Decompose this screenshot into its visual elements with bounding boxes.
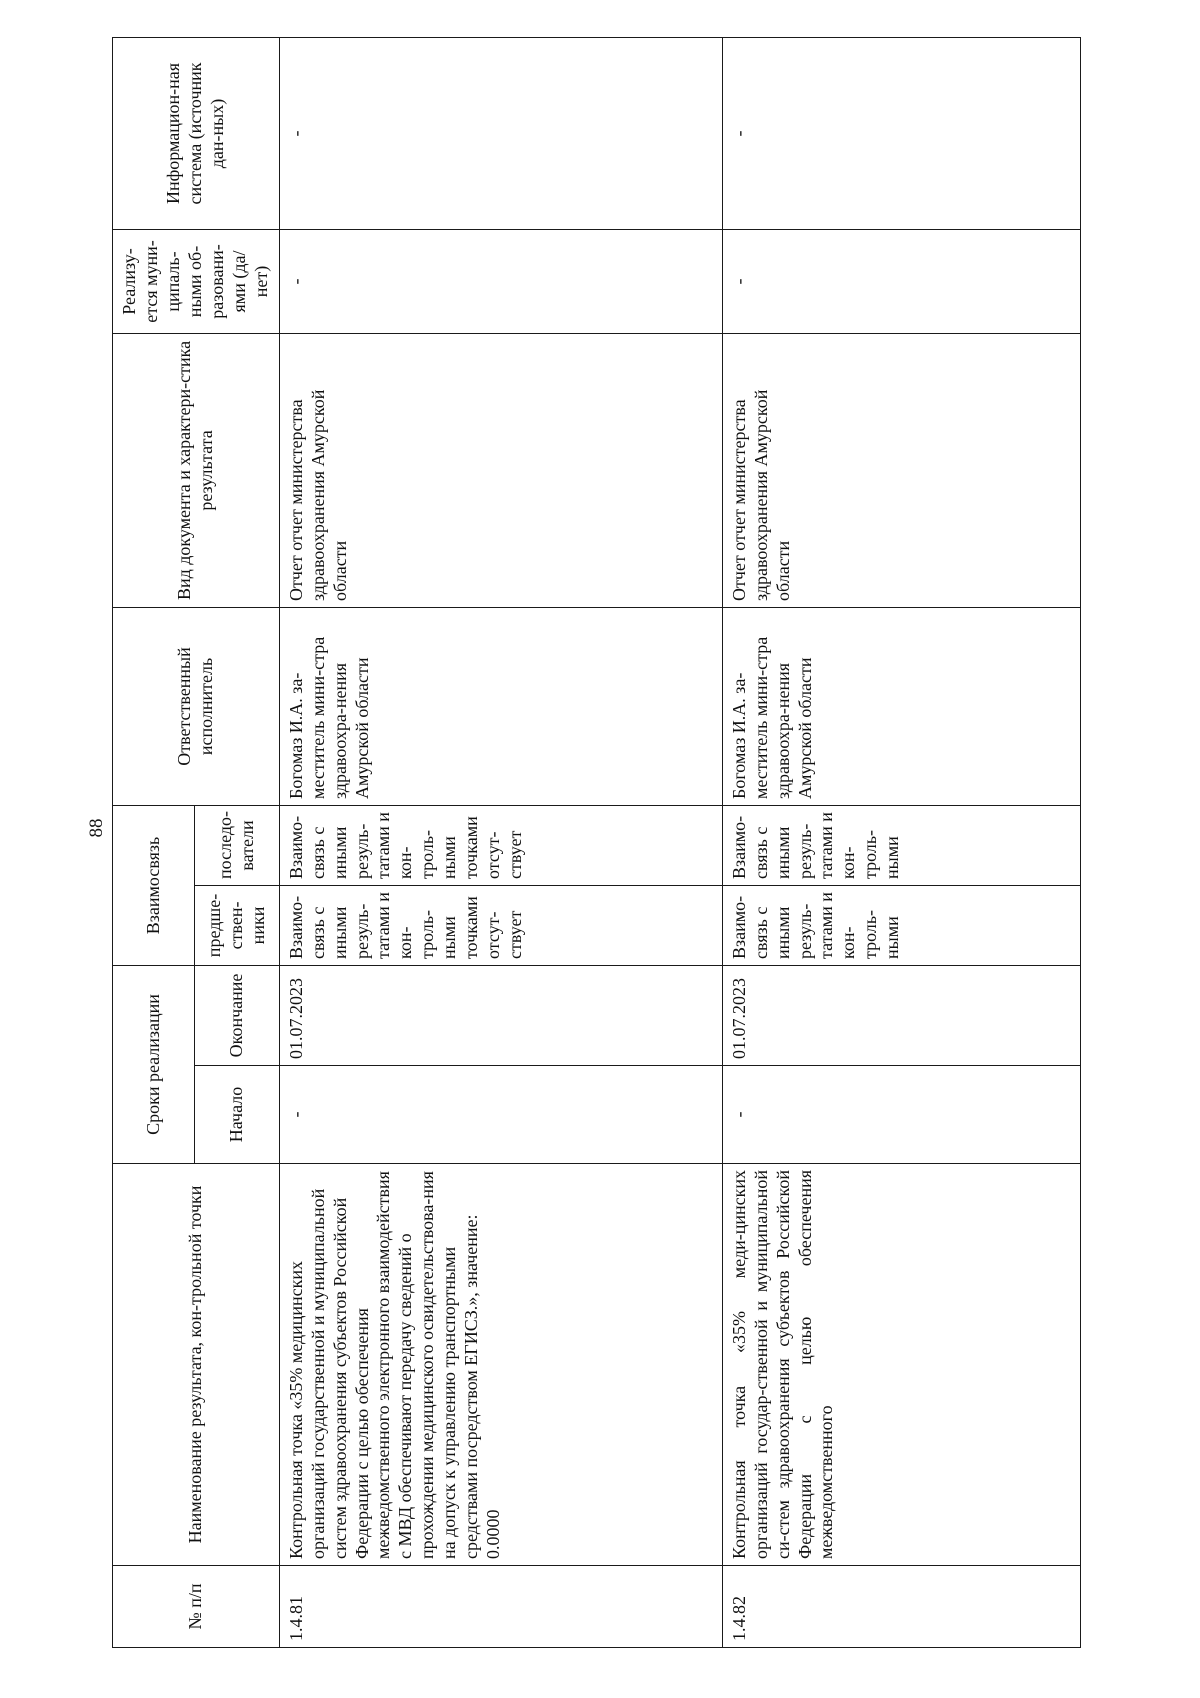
header-info-system: Информацион-ная система (источник дан-ных): [113, 37, 280, 229]
cell-predecessors: Взаимо-связь с иными резуль-татами и кон-троль-ными точками отсут-ствует: [279, 885, 722, 965]
cell-info-system: -: [279, 37, 722, 229]
header-name: Наименование результата, кон-трольной точки: [113, 1164, 280, 1566]
header-end: Окончание: [195, 965, 279, 1065]
cell-name: Контрольная точка «35% медицинских организаций государственной и муниципальной систем здравоохранения субъектов Российской Федерации с целью обеспечения межведомственного электронного взаимодействия с МВД обеспечивают передачу сведений о прохождении медицинского освидетельствова-ния на допуск к управлению транспортными средствами посредством ЕГИСЗ.», значение: 0.0000: [279, 1164, 722, 1566]
header-num: № п/п: [113, 1566, 280, 1648]
cell-info-system: -: [722, 37, 1080, 229]
cell-responsible: Богомаз И.А. за-меститель мини-стра здравоохра-нения Амурской области: [722, 607, 1080, 805]
cell-municipal: -: [722, 229, 1080, 333]
header-responsible: Ответственный исполнитель: [113, 607, 280, 805]
table-row: [722, 37, 1080, 1647]
table-row: [279, 37, 722, 1647]
page-number: 88: [86, 818, 107, 838]
header-municipal: Реализу-ется муни-ципаль-ными об-разовани-ями (да/нет): [113, 229, 280, 333]
cell-predecessors: Взаимо-связь с иными резуль-татами и кон-троль-ными: [722, 885, 1080, 965]
cell-document: Отчет отчет министерства здравоохранения Амурской области: [279, 333, 722, 607]
header-document: Вид документа и характери-стика результата: [113, 333, 280, 607]
header-start: Начало: [195, 1066, 279, 1164]
cell-num: 1.4.81: [279, 1566, 722, 1648]
cell-start: -: [722, 1066, 1080, 1164]
cell-name: Контрольная точка «35% меди-цинских организаций государ-ственной и муниципальной си-стем здравоохранения субъектов Российской Федерации с целью обеспечения межведомственного: [722, 1164, 1080, 1566]
header-terms: Сроки реализации: [113, 965, 195, 1163]
header-link: Взаимосвязь: [113, 805, 195, 965]
cell-num: 1.4.82: [722, 1566, 1080, 1648]
cell-successors: Взаимо-связь с иными резуль-татами и кон-троль-ными: [722, 805, 1080, 885]
cell-end: 01.07.2023: [722, 965, 1080, 1065]
header-row-1: [113, 37, 195, 1647]
header-successors: последо-ватели: [195, 805, 279, 885]
cell-start: -: [279, 1066, 722, 1164]
cell-document: Отчет отчет министерства здравоохранения Амурской области: [722, 333, 1080, 607]
cell-end: 01.07.2023: [279, 965, 722, 1065]
cell-successors: Взаимо-связь с иными резуль-татами и кон-троль-ными точками отсут-ствует: [279, 805, 722, 885]
header-predecessors: предше-ствен-ники: [195, 885, 279, 965]
plan-table: [112, 37, 1081, 1648]
cell-responsible: Богомаз И.А. за-меститель мини-стра здравоохра-нения Амурской области: [279, 607, 722, 805]
cell-municipal: -: [279, 229, 722, 333]
